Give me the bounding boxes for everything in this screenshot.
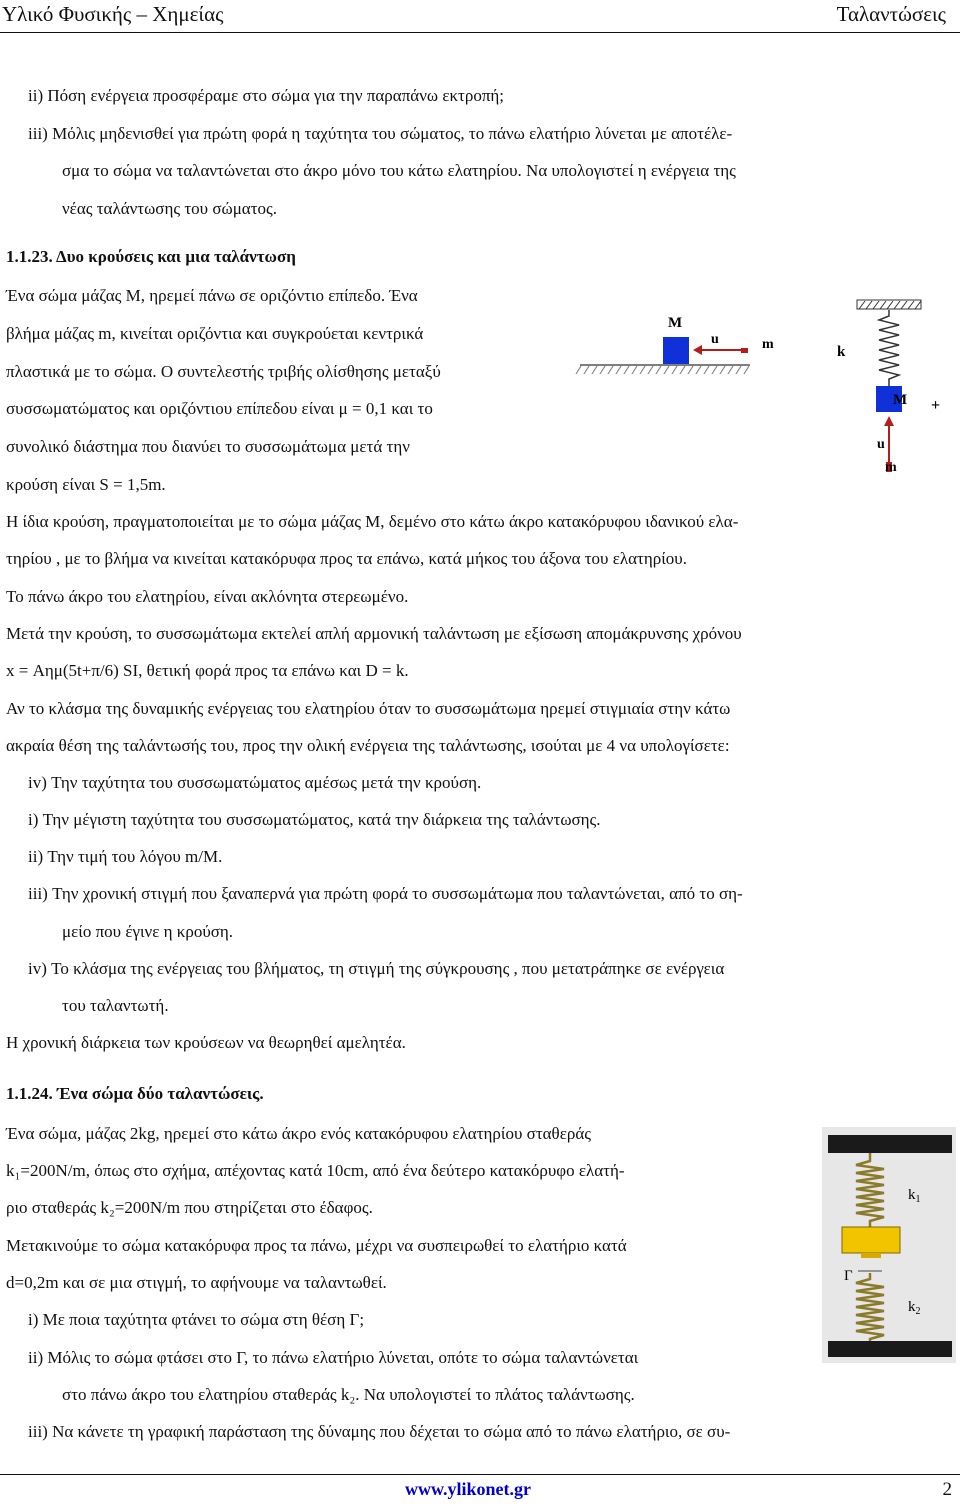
text-line: βλήμα μάζας m, κινείται οριζόντια και συγκρούεται κεντρικά: [6, 324, 424, 343]
text-line: τηρίου , με το βλήμα να κινείται κατακόρυφα προς τα επάνω, κατά μήκος του άξονα του ελατηρίου.: [6, 549, 687, 568]
figure-vertical-spring: [835, 300, 945, 480]
text-line: Το πάνω άκρο του ελατηρίου, είναι ακλόνητα στερεωμένο.: [6, 587, 409, 606]
text-line: πλαστικά με το σώμα. Ο συντελεστής τριβής ολίσθησης μεταξύ: [6, 362, 441, 381]
header-title: Υλικό Φυσικής – Χημείας: [2, 2, 224, 26]
text-line: d=0,2m και σε μια στιγμή, το αφήνουμε να ταλαντωθεί.: [6, 1273, 387, 1292]
block-mass-M: [663, 337, 689, 364]
text-line: ριο σταθεράς k₂=200N/m που στηρίζεται στο έδαφος.: [6, 1198, 373, 1217]
floor: [828, 1341, 952, 1357]
header-rule: [0, 32, 960, 33]
text-line: iii) Μόλις μηδενισθεί για πρώτη φορά η ταχύτητα του σώματος, το πάνω ελατήριο λύνεται με αποτέλε-: [28, 124, 733, 143]
fig2-label-plus: +: [931, 397, 941, 414]
fig2-label-u: u: [877, 437, 885, 452]
list-item-cont: μείο που έγινε η κρούση.: [62, 922, 234, 941]
text-line: ακραία θέση της ταλάντωσής του, προς την ολική ενέργεια της ταλάντωσης, ισούται με 4 να υπολογίσετε:: [6, 736, 730, 755]
text-line: Μετά την κρούση, το συσσωμάτωμα εκτελεί απλή αρμονική ταλάντωση με εξίσωση απομάκρυνσης χρόνου: [6, 624, 742, 643]
fig1-label-M: M: [668, 315, 683, 331]
block-mass: [842, 1227, 900, 1253]
section-heading: 1.1.23. Δυο κρούσεις και μια ταλάντωση: [6, 247, 296, 266]
list-item: iv) Την ταχύτητα του συσσωματώματος αμέσως μετά την κρούση.: [28, 773, 482, 792]
page-number: 2: [942, 1479, 952, 1500]
header-chapter: Ταλαντώσεις: [836, 2, 946, 26]
list-item: i) Με ποια ταχύτητα φτάνει το σώμα στη θέση Γ;: [28, 1310, 365, 1329]
text-line: ii) Πόση ενέργεια προσφέραμε στο σώμα για την παραπάνω εκτροπή;: [28, 86, 505, 105]
figure-two-springs: [822, 1127, 956, 1363]
figure-horizontal-collision: [575, 308, 774, 378]
section-heading: 1.1.24. Ένα σώμα δύο ταλαντώσεις.: [6, 1084, 264, 1103]
text-line: Η χρονική διάρκεια των κρούσεων να θεωρηθεί αμελητέα.: [6, 1033, 406, 1052]
text-line: x = Αημ(5t+π/6) SI, θετική φορά προς τα επάνω και D = k.: [6, 661, 409, 680]
list-item: ii) Μόλις το σώμα φτάσει στο Γ, το πάνω ελατήριο λύνεται, οπότε το σώμα ταλαντώνεται: [28, 1348, 639, 1367]
text-line: Αν το κλάσμα της δυναμικής ενέργειας του ελατηρίου όταν το συσσωμάτωμα ηρεμεί στιγμιαία στην κάτω: [6, 699, 731, 718]
list-item: i) Την μέγιστη ταχύτητα του συσσωματώματος, κατά την διάρκεια της ταλάντωσης.: [28, 810, 601, 829]
footer-rule: [0, 1474, 960, 1475]
text-line: νέας ταλάντωσης του σώματος.: [62, 199, 278, 218]
fig1-label-u: u: [711, 332, 719, 347]
list-item-cont: στο πάνω άκρο του ελατηρίου σταθεράς k₂. Να υπολογιστεί το πλάτος ταλάντωσης.: [62, 1385, 635, 1404]
ceiling: [828, 1135, 952, 1153]
text-line: Ένα σώμα, μάζας 2kg, ηρεμεί στο κάτω άκρο ενός κατακόρυφου ελατηρίου σταθεράς: [6, 1124, 591, 1143]
text-line: συσσωματώματος και οριζόντιου επίπεδου είναι μ = 0,1 και το: [6, 399, 433, 418]
page-header: [0, 0, 960, 32]
fig1-label-m: m: [762, 337, 774, 352]
fig2-label-k: k: [837, 344, 846, 360]
text-line: σμα το σώμα να ταλαντώνεται στο άκρο μόνο του κάτω ελατηρίου. Να υπολογιστεί η ενέργεια της: [62, 161, 736, 180]
fig2-label-M: M: [893, 392, 908, 408]
list-item-cont: του ταλαντωτή.: [62, 996, 169, 1015]
text-line: Η ίδια κρούση, πραγματοποιείται με το σώμα μάζας Μ, δεμένο στο κάτω άκρο κατακόρυφου ιδανικού ελα-: [6, 512, 739, 531]
list-item: iv) Το κλάσμα της ενέργειας του βλήματος, τη στιγμή της σύγκρουσης , που μετατράπηκε σε ενέργεια: [28, 959, 725, 978]
footer-site-link[interactable]: www.ylikonet.gr: [405, 1479, 531, 1499]
page-footer: [0, 1479, 960, 1503]
fig2-label-m: m: [885, 460, 897, 475]
text-line: συνολικό διάστημα που διανύει το συσσωμάτωμα μετά την: [6, 437, 410, 456]
spring-k: [879, 310, 899, 386]
text-line: Ένα σώμα μάζας Μ, ηρεμεί πάνω σε οριζόντιο επίπεδο. Ένα: [6, 286, 418, 305]
list-item: ii) Την τιμή του λόγου m/M.: [28, 847, 223, 866]
text-line: κρούση είναι S = 1,5m.: [6, 475, 166, 494]
fig3-label-k1: $k_1$: [908, 1187, 921, 1205]
text-line: Μετακινούμε το σώμα κατακόρυφα προς τα πάνω, μέχρι να συσπειρωθεί το ελατήριο κατά: [6, 1236, 627, 1255]
list-item: iii) Να κάνετε τη γραφική παράσταση της δύναμης που δέχεται το σώμα από το πάνω ελατήριο, σε συ-: [28, 1422, 731, 1441]
list-item: iii) Την χρονική στιγμή που ξαναπερνά για πρώτη φορά το συσσωμάτωμα που ταλαντώνεται, από το ση-: [28, 884, 743, 903]
fig3-label-gamma: Γ: [844, 1268, 853, 1284]
bullet-m: [741, 348, 748, 353]
fig3-label-k2: $k_2$: [908, 1299, 921, 1317]
text-line: k₁=200N/m, όπως στο σχήμα, απέχοντας κατά 10cm, από ένα δεύτερο κατακόρυφο ελατή-: [6, 1161, 625, 1180]
